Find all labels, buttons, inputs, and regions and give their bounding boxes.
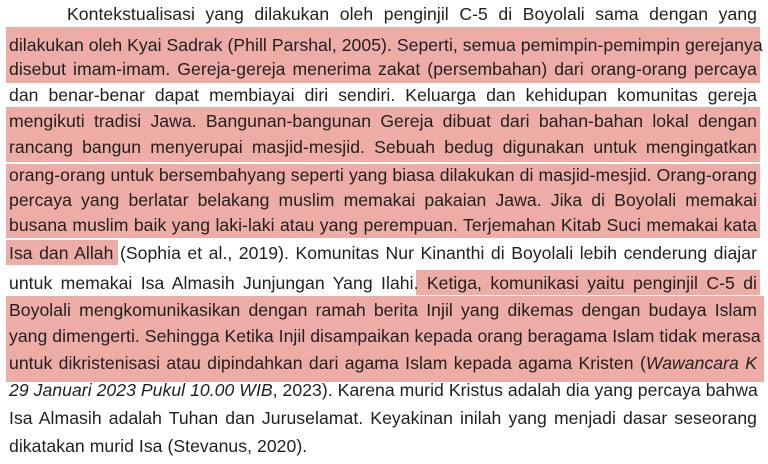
paragraph-line-16: Isa Almasih adalah Tuhan dan Juruselamat. Keyakinan inilah yang menjadi dasar seseorang [9,408,757,428]
citation-italic: Wawancara K [645,353,757,373]
paragraph-line-9: busana muslim baik yang laki-laki atau yang perempuan. Terjemahan Kitab Suci memakai kata [9,215,757,235]
paragraph-line-12: Boyolali mengkomunikasikan dengan ramah berita Injil yang dikemas dengan budaya Islam [9,300,757,320]
paragraph-line-2: dilakukan oleh Kyai Sadrak (Phill Parshal, 2005). Seperti, semua pemimpin-pemimpin gerejanya [9,35,763,55]
paragraph-line-13: yang dimengerti. Sehingga Ketika Injil disampaikan kepada orang beragama Islam tidak merasa [9,326,761,346]
paragraph-line-1: Kontekstualisasi yang dilakukan oleh penginjil C-5 di Boyolali sama dengan yang [67,4,757,24]
paragraph-line-14-text: untuk dikristenisasi atau dipindahkan dari agama Islam kepada agama Kristen ( [9,353,646,373]
paragraph-line-14 [9,352,757,375]
paragraph-line-7: orang-orang untuk bersembahyang seperti yang biasa dilakukan di masjid-mesjid. Orang-orang [9,165,757,185]
paragraph-line-6: rancang bangun menyerupai masjid-mesjid. Sebuah bedug digunakan untuk mengingatkan [9,137,757,157]
paragraph-line-10: Isa dan Allah (Sophia et al., 2019). Komunitas Nur Kinanthi di Boyolali lebih cenderung diajar [9,243,757,263]
paragraph-line-17: dikatakan murid Isa (Stevanus, 2020). [9,436,308,456]
paragraph-line-15-text: , 2023). Karena murid Kristus adalah dia yang percaya bahwa [272,380,758,400]
paragraph-line-8: percaya yang berlatar belakang muslim memakai pakaian Jawa. Jika di Boyolali memakai [9,190,757,210]
citation-italic-date: 29 Januari 2023 Pukul 10.00 WIB [9,380,273,400]
paragraph-line-15 [9,379,757,402]
paragraph-line-5: mengikuti tradisi Jawa. Bangunan-bangunan Gereja dibuat dari bahan-bahan lokal dengan [9,111,757,131]
paragraph-line-4: dan benar-benar dapat membiayai diri sendiri. Keluarga dan kehidupan komunitas gereja [9,85,757,105]
paragraph-line-3: disebut imam-imam. Gereja-gereja menerima zakat (persembahan) dari orang-orang percaya [9,59,757,79]
paragraph-line-11: untuk memakai Isa Almasih Junjungan Yang Ilahi. Ketiga, komunikasi yaitu penginjil C-5 di [9,273,757,293]
